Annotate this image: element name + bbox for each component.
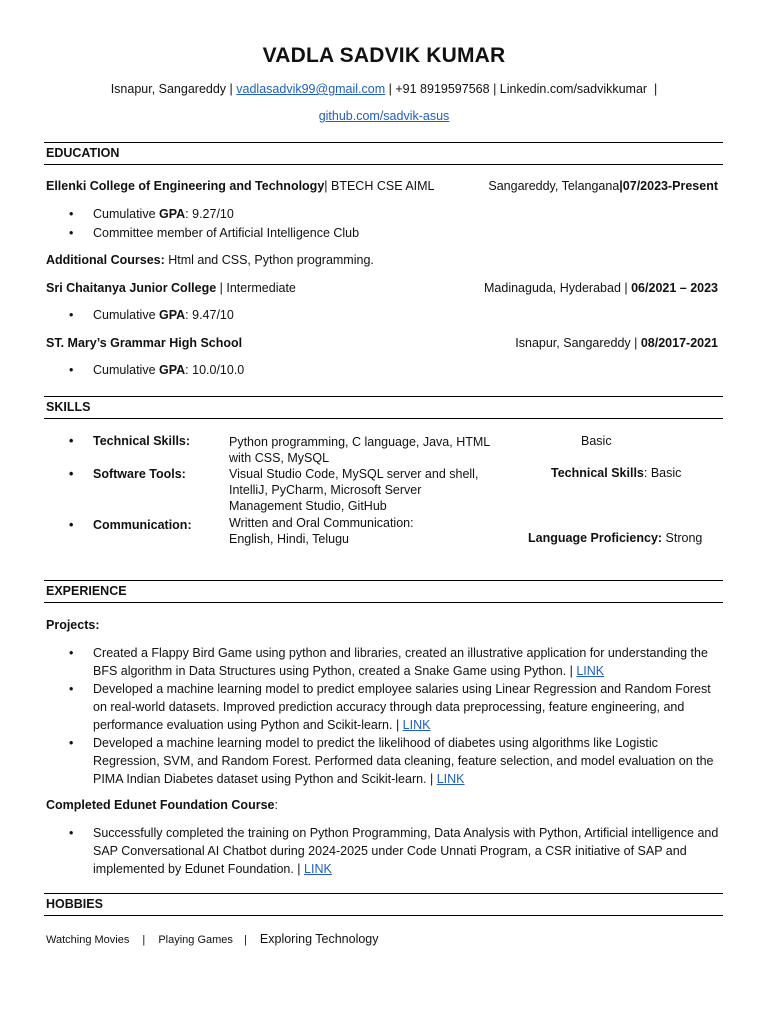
college-dates: |07/2023-Present (619, 179, 718, 193)
projects-label: Projects: (46, 618, 100, 632)
language-proficiency: Language Proficiency: Strong (528, 531, 703, 545)
email-link[interactable]: vadlasadvik99@gmail.com (236, 82, 386, 96)
college-name: Ellenki College of Engineering and Technology (46, 179, 325, 193)
separator: | (388, 82, 392, 96)
project-link[interactable]: LINK (576, 664, 605, 678)
project-link[interactable]: LINK (436, 772, 465, 786)
college-location: Sangareddy, Telangana (488, 179, 620, 193)
college-location-dates (488, 179, 718, 193)
separator: | (142, 934, 146, 946)
project-item: • Created a Flappy Bird Game using python and libraries, created an illustrative application for understanding the BFS algorithm in Data Structures using Python, created a Snake Game using Python. | LINK (93, 644, 718, 680)
phone: +91 8919597568 (395, 82, 490, 96)
junior-college-line: Sri Chaitanya Junior College | Intermediate (46, 281, 296, 295)
list-item: • Cumulative GPA: 9.47/10 (93, 308, 234, 322)
skill-label-software: • Software Tools: (93, 467, 186, 481)
separator: | (229, 82, 233, 96)
project-item: • Developed a machine learning model to predict employee salaries using Linear Regression and Random Forest on real-world datasets. Improved prediction accuracy through data preprocessing, feature engineering, and performance evaluation using Python and Scikit-learn. | LINK (93, 680, 718, 734)
section-heading: SKILLS (46, 400, 91, 414)
hobbies-line (46, 932, 379, 946)
school-name: ST. Mary’s Grammar High School (46, 336, 243, 350)
course-label: Completed Edunet Foundation Course: (46, 798, 278, 812)
list-item: • Cumulative GPA: 10.0/10.0 (93, 363, 244, 377)
linkedin: Linkedin.com/sadvikkumar (499, 82, 648, 96)
separator: | (493, 82, 497, 96)
skill-value-software: Visual Studio Code, MySQL server and shell, IntelliJ, PyCharm, Microsoft Server Management Studio, GitHub (229, 467, 479, 513)
skill-label-communication: • Communication: (93, 518, 192, 532)
contact-line (0, 82, 768, 96)
junior-location-dates: Madinaguda, Hyderabad | 06/2021 – 2023 (484, 281, 718, 295)
course-link[interactable]: LINK (304, 862, 332, 876)
school-location-dates: Isnapur, Sangareddy | 08/2017-2021 (515, 336, 718, 350)
section-heading: EDUCATION (46, 146, 120, 160)
list-item: • Cumulative GPA: 9.27/10 (93, 207, 234, 221)
list-item: • Committee member of Artificial Intelligence Club (93, 226, 359, 240)
skill-value-communication: Written and Oral Communication: English, Hindi, Telugu (229, 516, 414, 546)
hobby-item: Playing Games (158, 934, 233, 946)
hobby-item: Exploring Technology (259, 932, 379, 946)
skill-level-software: Technical Skills: Basic (551, 466, 682, 480)
college-program: | BTECH CSE AIML (324, 179, 435, 193)
college-line (46, 179, 435, 193)
separator: | (654, 82, 658, 96)
section-hobbies (44, 893, 723, 916)
section-skills (44, 396, 723, 419)
skill-value-technical: Python programming, C language, Java, HTML with CSS, MySQL (229, 435, 490, 465)
section-heading: EXPERIENCE (46, 584, 127, 598)
course-item: • Successfully completed the training on Python Programming, Data Analysis with Python, Artificial intelligence and SAP Conversational AI Chatbot during 2024-2025 under Code Unnati Program, a CSR initiative of SAP and implemented by Edunet Foundation. | LINK (93, 824, 723, 878)
section-heading: HOBBIES (46, 897, 103, 911)
project-link[interactable]: LINK (402, 718, 431, 732)
candidate-name: VADLA SADVIK KUMAR (262, 44, 506, 67)
additional-courses: Additional Courses: Html and CSS, Python programming. (46, 253, 374, 267)
skill-level-technical: Basic (581, 434, 612, 448)
school-line (46, 336, 242, 350)
github-link[interactable]: github.com/sadvik-asus (318, 109, 450, 123)
github-line (0, 109, 768, 123)
skill-label-technical: • Technical Skills: (93, 434, 190, 448)
location: Isnapur, Sangareddy (110, 82, 227, 96)
junior-college-name: Sri Chaitanya Junior College (46, 281, 217, 295)
separator: | (243, 934, 247, 946)
section-education (44, 142, 723, 165)
hobby-item: Watching Movies (46, 934, 130, 946)
project-item: • Developed a machine learning model to predict the likelihood of diabetes using algorithms like Logistic Regression, SVM, and Random Forest. Performed data cleaning, feature selection, and model evaluation on the PIMA Indian Diabetes dataset using Python and Scikit-learn. | LINK (93, 734, 718, 788)
section-experience (44, 580, 723, 603)
